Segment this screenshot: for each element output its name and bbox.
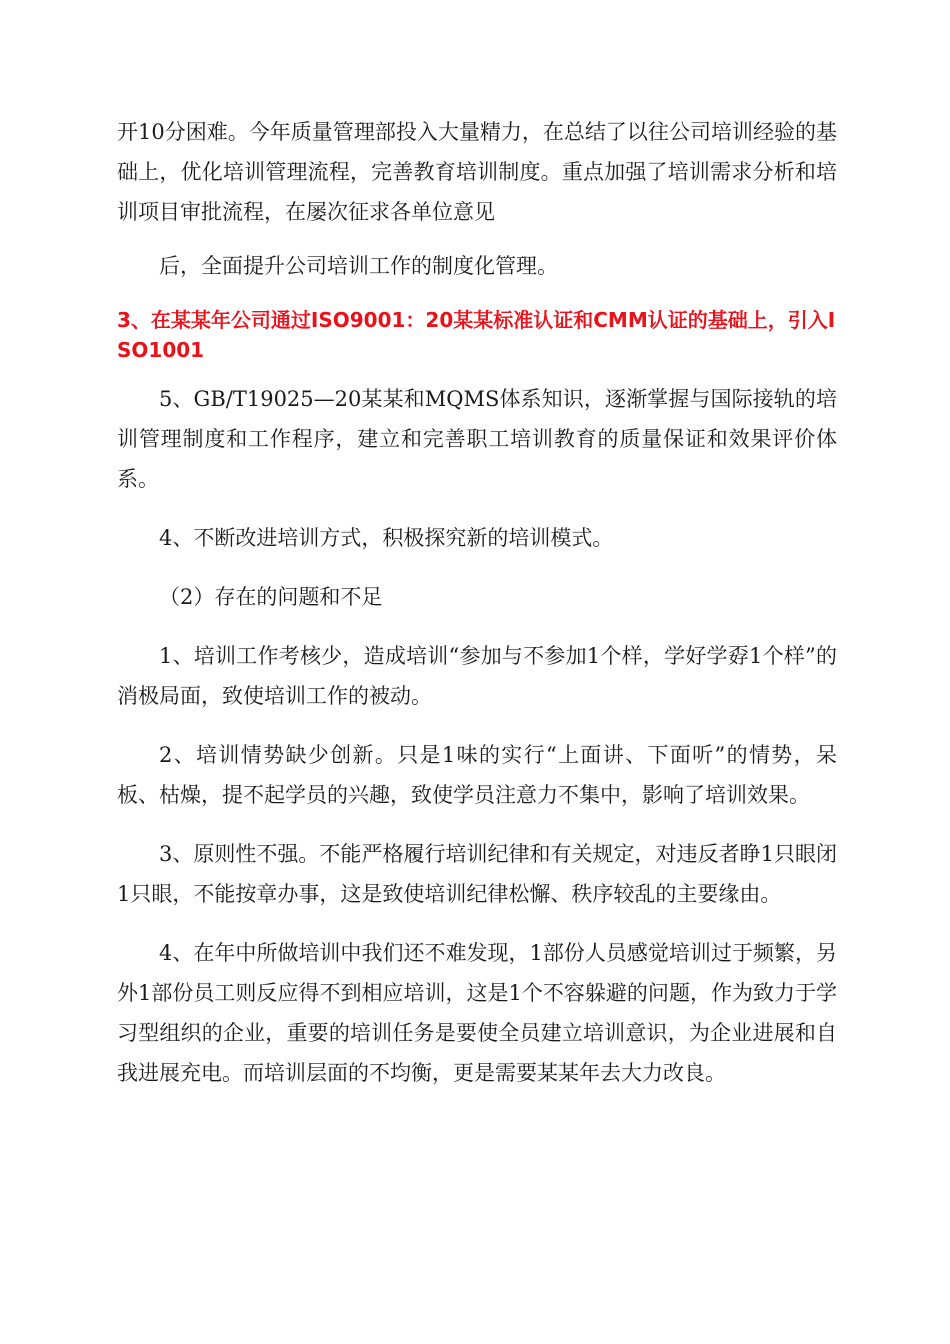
paragraph-training-difficulty: 开10分困难。今年质量管理部投入大量精力，在总结了以往公司培训经验的基础上，优化培训管理流程，完善教育培训制度。重点加强了培训需求分析和培训项目审批流程，在屡次征求各单位意见 (117, 120, 837, 224)
paragraph-problem-innovation: 2、培训情势缺少创新。只是1味的实行“上面讲、下面听”的情势，呆板、枯燥，提不起学员的兴趣，致使学员注意力不集中，影响了培训效果。 (117, 743, 837, 807)
paragraph-problem-assessment: 1、培训工作考核少，造成培训“参加与不参加1个样，学好学孬1个样”的消极局面，致使培训工作的被动。 (117, 644, 837, 708)
paragraph-problems-heading: （2）存在的问题和不足 (159, 585, 383, 609)
section-heading-iso-certification: 3、在某某年公司通过ISO9001：20某某标准认证和CMM认证的基础上，引入ISO1001 (117, 308, 836, 362)
paragraph-problem-discipline: 3、原则性不强。不能严格履行培训纪律和有关规定，对违反者睁1只眼闭1只眼，不能按章办事，这是致使培训纪律松懈、秩序较乱的主要缘由。 (117, 842, 837, 906)
paragraph-problem-imbalance: 4、在年中所做培训中我们还不难发现，1部份人员感觉培训过于频繁，另外1部份员工则反应得不到相应培训，这是1个不容躲避的问题，作为致力于学习型组织的企业，重要的培训任务是要使全员建立培训意识，为企业进展和自我进展充电。而培训层面的不均衡，更是需要某某年去大力改良。 (117, 941, 837, 1085)
paragraph-quality-system-knowledge: 5、GB/T19025—20某某和MQMS体系知识，逐渐掌握与国际接轨的培训管理制度和工作程序，建立和完善职工培训教育的质量保证和效果评价体系。 (117, 387, 837, 491)
paragraph-improve-training-methods: 4、不断改进培训方式，积极探究新的培训模式。 (159, 526, 614, 550)
document-body (117, 112, 837, 1112)
paragraph-institutional-management: 后，全面提升公司培训工作的制度化管理。 (159, 254, 558, 278)
